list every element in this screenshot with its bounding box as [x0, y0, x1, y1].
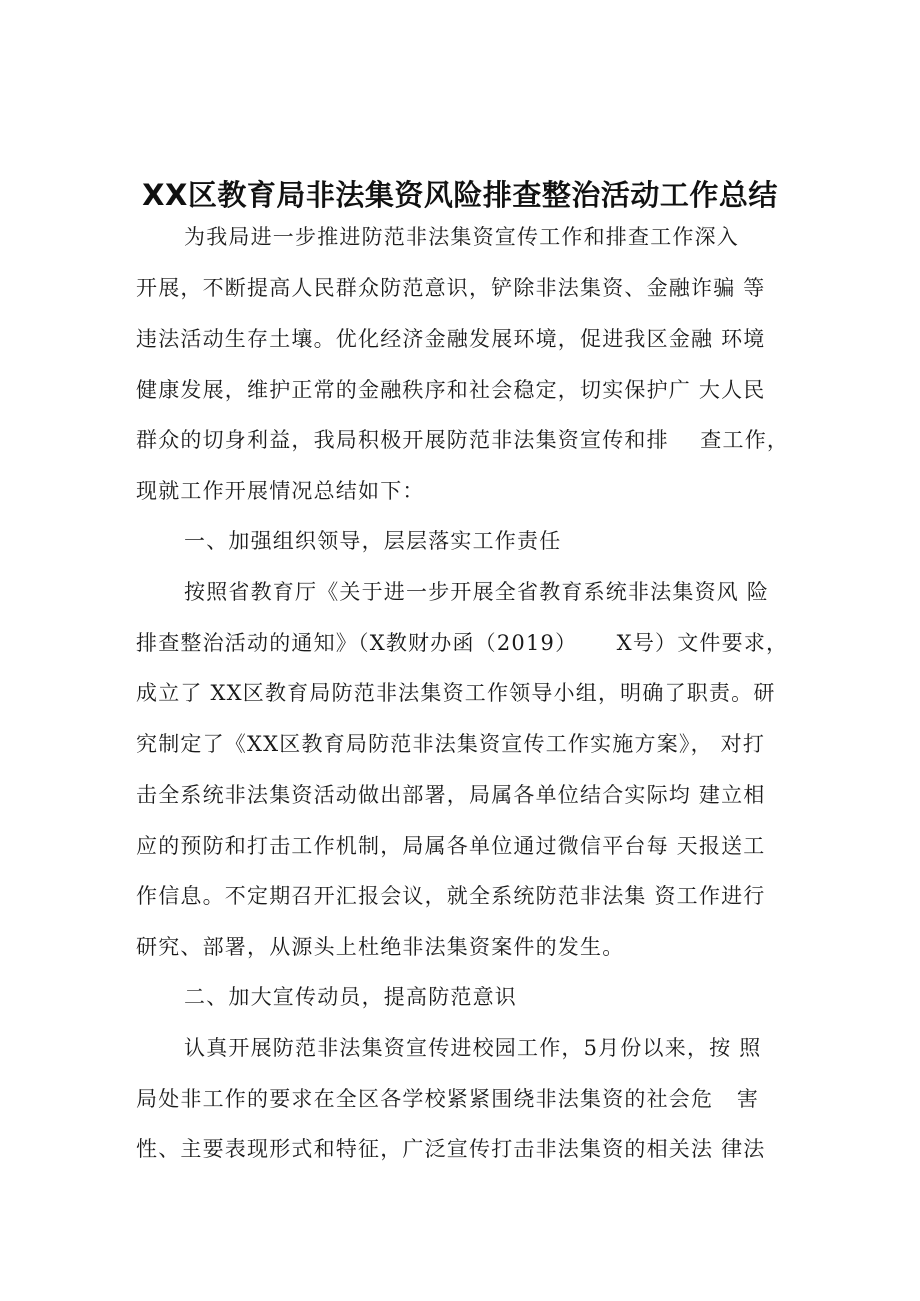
- paragraph-line: 为我局进一步推进防范非法集资宣传工作和排查工作深入: [184, 225, 739, 249]
- paragraph-line: 群众的切身利益，我局积极开展防范非法集资宣传和排 查工作，: [136, 428, 790, 452]
- paragraph-line: 性、主要表现形式和特征，广泛宣传打击非法集资的相关法 律法: [136, 1137, 766, 1161]
- paragraph-line: 现就工作开展情况总结如下：: [136, 479, 425, 503]
- paragraph-line: 成立了 XX区教育局防范非法集资工作领导小组，明确了职责。研: [136, 681, 776, 705]
- paragraph-line: 作信息。不定期召开汇报会议，就全系统防范非法集 资工作进行: [136, 884, 766, 908]
- paragraph-line: 究制定了《XX区教育局防范非法集资宣传工作实施方案》， 对打: [136, 732, 766, 756]
- document-title: XX区教育局非法集资风险排查整治活动工作总结: [142, 178, 778, 212]
- paragraph-line: 排查整治活动的通知》（X教财办函（2019） X号）文件要求，: [136, 631, 789, 655]
- paragraph-line: 违法活动生存土壤。优化经济金融发展环境，促进我区金融 环境: [136, 327, 766, 351]
- section-heading: 一、加强组织领导，层层落实工作责任: [184, 529, 562, 553]
- paragraph-line: 健康发展，维护正常的金融秩序和社会稳定，切实保护广 大人民: [136, 378, 766, 402]
- paragraph-line: 按照省教育厅《关于进一步开展全省教育系统非法集资风 险: [184, 580, 770, 604]
- paragraph-line: 开展，不断提高人民群众防范意识，铲除非法集资、金融诈骗 等: [136, 276, 766, 300]
- paragraph-line: 研究、部署，从源头上杜绝非法集资案件的发生。: [136, 935, 625, 959]
- section-heading: 二、加大宣传动员，提高防范意识: [184, 985, 517, 1009]
- paragraph-line: 应的预防和打击工作机制，局属各单位通过微信平台每 天报送工: [136, 834, 766, 858]
- paragraph-line: 击全系统非法集资活动做出部署，局属各单位结合实际均 建立相: [136, 783, 766, 807]
- paragraph-line: 局处非工作的要求在全区各学校紧紧围绕非法集资的社会危 害: [136, 1087, 760, 1111]
- paragraph-line: 认真开展防范非法集资宣传进校园工作，5月份以来，按 照: [184, 1036, 762, 1060]
